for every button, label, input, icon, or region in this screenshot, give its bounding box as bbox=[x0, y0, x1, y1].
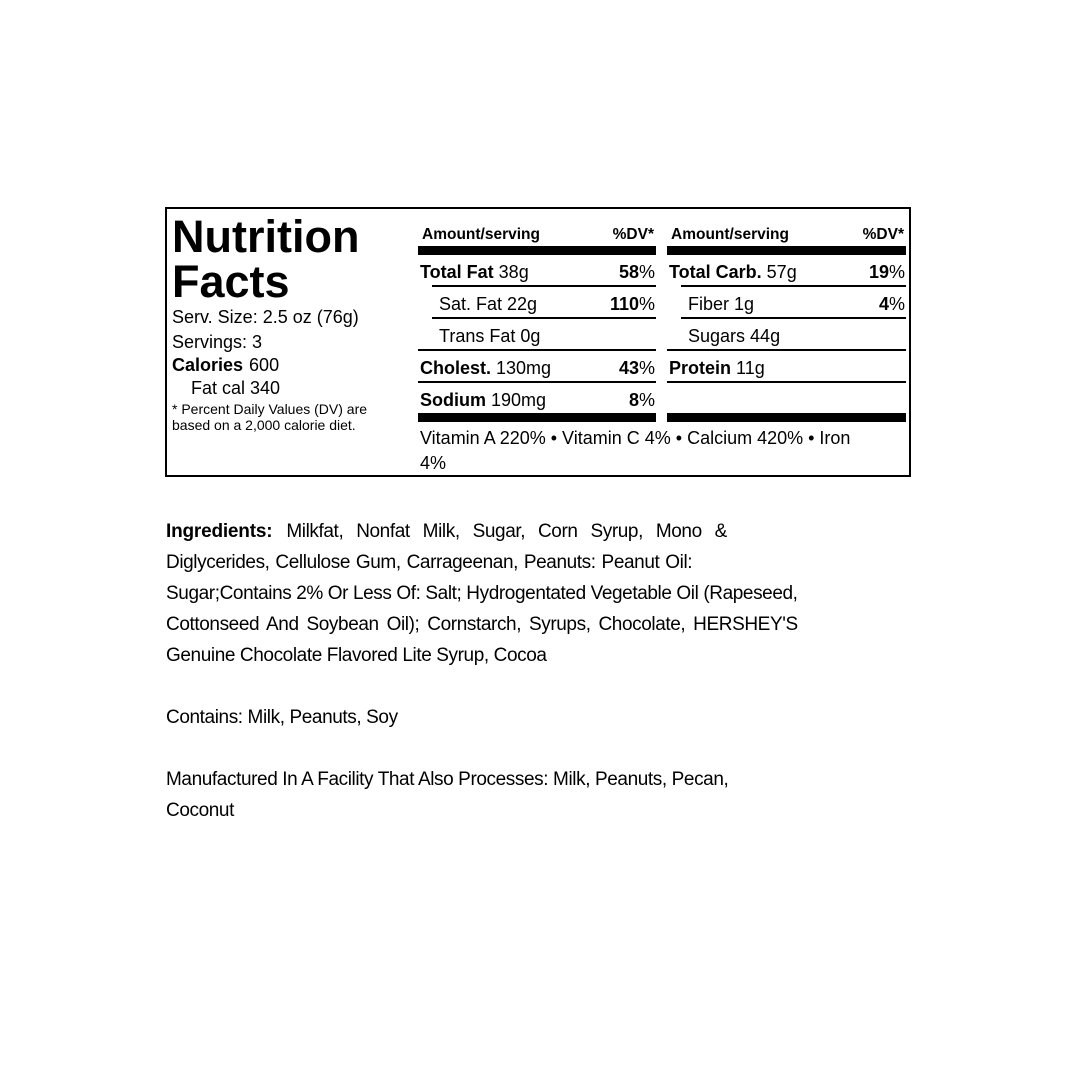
manufactured-line2: Coconut bbox=[166, 800, 234, 821]
calories-label: Calories bbox=[172, 355, 244, 375]
vitamins-line bbox=[420, 426, 850, 475]
serving-info bbox=[172, 305, 359, 355]
nutrient-name: Fiber 1g bbox=[688, 294, 755, 314]
column-header bbox=[418, 223, 656, 246]
column-header bbox=[667, 223, 906, 246]
nutrition-facts-label bbox=[165, 207, 911, 477]
nutrient-dv: 4% bbox=[878, 294, 905, 314]
dv-footnote-line2: based on a 2,000 calorie diet. bbox=[172, 417, 356, 433]
nutrient-dv: 43% bbox=[618, 358, 655, 378]
dv-header: %DV* bbox=[862, 226, 904, 243]
manufactured-line1: Manufactured In A Facility That Also Processes: Milk, Peanuts, Pecan, bbox=[166, 769, 729, 790]
vitamins-line2: 4% bbox=[420, 452, 447, 473]
nutrient-row-sugars bbox=[667, 319, 906, 349]
ingredients-line: Diglycerides, Cellulose Gum, Carrageenan, Peanuts: Peanut Oil: bbox=[166, 552, 693, 573]
fat-calories-line: Fat cal 340 bbox=[191, 378, 281, 398]
thick-rule bbox=[418, 246, 656, 255]
nutrient-row-cholesterol bbox=[418, 351, 656, 381]
thick-rule bbox=[667, 246, 906, 255]
nutrient-name: Total Fat 38g bbox=[420, 262, 529, 282]
nutrient-name: Sat. Fat 22g bbox=[439, 294, 538, 314]
nutrient-column-right bbox=[667, 223, 906, 422]
label-title-line1: Nutrition bbox=[172, 211, 360, 262]
dv-footnote bbox=[172, 401, 367, 433]
nutrient-row-trans-fat bbox=[418, 319, 656, 349]
nutrient-row-empty bbox=[667, 383, 906, 413]
vitamins-line1: Vitamin A 220% • Vitamin C 4% • Calcium 420% • Iron bbox=[420, 428, 851, 448]
ingredients-line: Cottonseed And Soybean Oil); Cornstarch, Syrups, Chocolate, HERSHEY'S bbox=[166, 614, 798, 635]
nutrient-dv: 19% bbox=[868, 262, 905, 282]
nutrient-row-fiber bbox=[667, 287, 906, 317]
nutrient-name: Trans Fat 0g bbox=[439, 326, 541, 346]
amount-serving-header: Amount/serving bbox=[671, 226, 789, 243]
nutrient-dv: 58% bbox=[618, 262, 655, 282]
ingredients-line: Sugar;Contains 2% Or Less Of: Salt; Hydrogentated Vegetable Oil (Rapeseed, bbox=[166, 583, 798, 604]
ingredients-line: Ingredients: Milkfat, Nonfat Milk, Sugar, Corn Syrup, Mono & bbox=[166, 521, 727, 542]
nutrient-name: Protein 11g bbox=[669, 358, 765, 378]
servings-per-container: Servings: 3 bbox=[172, 332, 263, 352]
nutrient-name: Cholest. 130mg bbox=[420, 358, 552, 378]
label-title-line2: Facts bbox=[172, 256, 290, 307]
nutrient-dv: 110% bbox=[609, 294, 655, 314]
amount-serving-header: Amount/serving bbox=[422, 226, 540, 243]
nutrient-column-left bbox=[418, 223, 656, 422]
nutrient-dv: 8% bbox=[628, 390, 655, 410]
nutrient-row-total-fat bbox=[418, 255, 656, 285]
calories-line bbox=[172, 355, 279, 376]
ingredients-section bbox=[166, 516, 798, 671]
thick-rule bbox=[418, 413, 656, 422]
nutrient-row-protein bbox=[667, 351, 906, 381]
nutrient-row-sodium bbox=[418, 383, 656, 413]
ingredients-line: Genuine Chocolate Flavored Lite Syrup, Cocoa bbox=[166, 645, 547, 666]
serving-size: Serv. Size: 2.5 oz (76g) bbox=[172, 307, 359, 327]
nutrient-row-total-carb bbox=[667, 255, 906, 285]
nutrient-name: Total Carb. 57g bbox=[669, 262, 797, 282]
thick-rule bbox=[667, 413, 906, 422]
dv-header: %DV* bbox=[612, 226, 654, 243]
label-title bbox=[172, 211, 360, 307]
manufactured-statement bbox=[166, 764, 728, 826]
contains-statement: Contains: Milk, Peanuts, Soy bbox=[166, 707, 398, 728]
nutrient-row-sat-fat bbox=[418, 287, 656, 317]
nutrient-name: Sodium 190mg bbox=[420, 390, 547, 410]
dv-footnote-line1: * Percent Daily Values (DV) are bbox=[172, 401, 368, 417]
ingredients-label: Ingredients: bbox=[166, 521, 273, 542]
nutrient-name: Sugars 44g bbox=[688, 326, 781, 346]
calories-value: 600 bbox=[249, 355, 280, 375]
